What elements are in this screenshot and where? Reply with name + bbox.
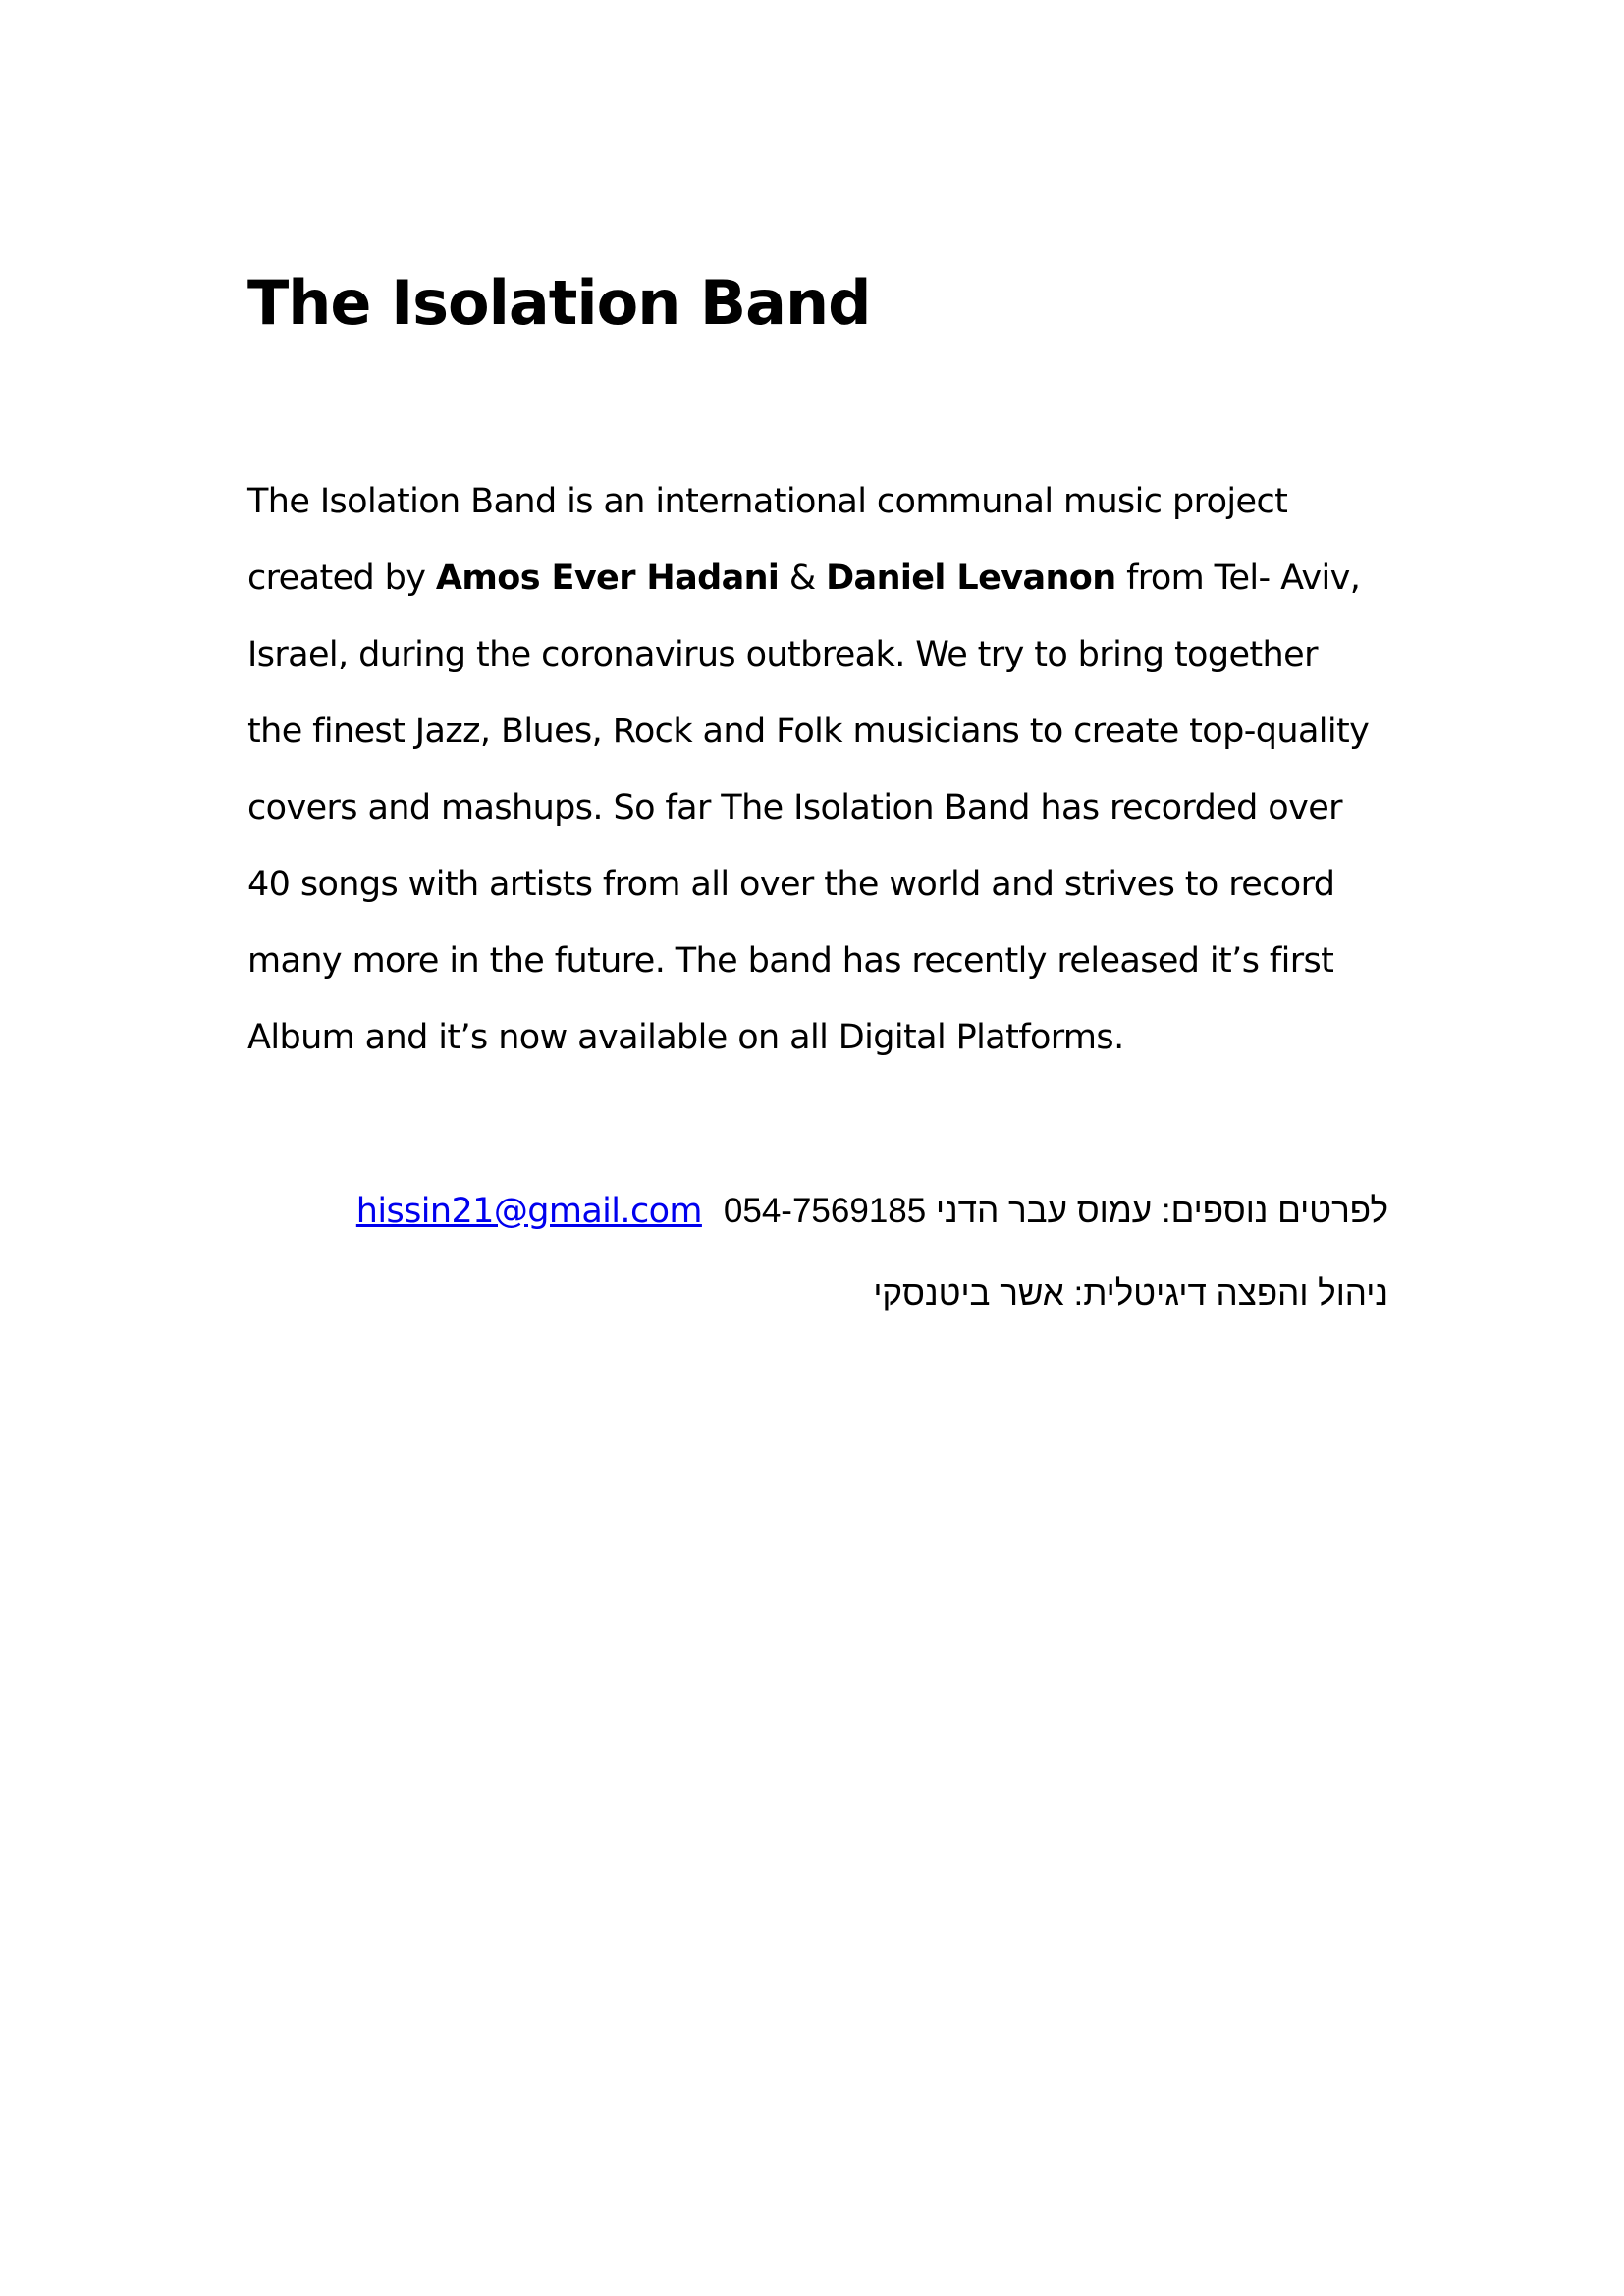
paragraph-line-5: covers and mashups. So far The Isolation Band has recorded over [247, 788, 1342, 828]
paragraph-line-1: The Isolation Band is an international communal music project [247, 482, 1288, 521]
ampersand: & [779, 559, 827, 598]
document-title: The Isolation Band [247, 267, 871, 339]
paragraph-line-8: Album and it’s now available on all Digital Platforms. [247, 1018, 1124, 1057]
contact-hebrew-label: לפרטים נוספים: עמוס עבר הדני [935, 1192, 1388, 1230]
paragraph-line-3: Israel, during the coronavirus outbreak. We try to bring together [247, 635, 1318, 674]
contact-phone-number: 054-7569185 [723, 1192, 927, 1230]
paragraph-line-7: many more in the future. The band has recently released it’s first [247, 941, 1334, 981]
paragraph-line-2 [247, 540, 1386, 616]
management-distribution-line: ניהול והפצה דיגיטלית: אשר ביטנסקי [873, 1274, 1388, 1312]
paragraph-line-4: the finest Jazz, Blues, Rock and Folk musicians to create top-quality [247, 712, 1370, 751]
contact-email-link[interactable]: hissin21@gmail.com [355, 1192, 702, 1231]
founder-name-amos: Amos Ever Hadani [435, 559, 780, 598]
band-description-paragraph [247, 463, 1386, 1076]
paragraph-line-6: 40 songs with artists from all over the world and strives to record [247, 865, 1335, 904]
paragraph-line-2-start: created by [247, 559, 436, 598]
paragraph-line-2-end: from Tel- Aviv, [1115, 559, 1361, 598]
founder-name-daniel: Daniel Levanon [826, 559, 1116, 598]
contact-details-line [356, 1188, 1388, 1235]
